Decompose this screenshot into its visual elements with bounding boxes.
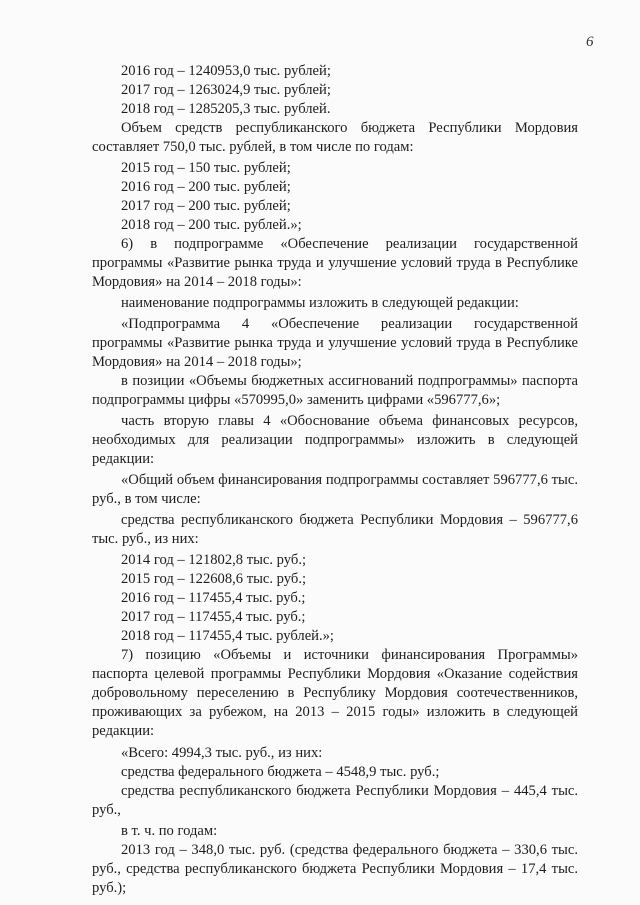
budget-year-2017: 2017 год – 200 тыс. рублей; [121, 198, 291, 214]
paragraph-6-subprogram: 6) в подпрограмме «Обеспечение реализации государственной программы «Развитие рынка труда и улучшение условий труда в Республике Мордовия» на 2014 – 2018 годы»: [92, 236, 578, 290]
document-body [92, 62, 578, 898]
paragraph-position-volumes: в позиции «Объемы бюджетных ассигнований подпрограммы» паспорта подпрограммы цифры «570995,0» заменить цифрами «596777,6»; [92, 373, 578, 408]
paragraph-republican-funds: средства республиканского бюджета Республики Мордовия – 596777,6 тыс. руб., из них: [92, 512, 578, 547]
subprogram-year-2014: 2014 год – 121802,8 тыс. руб.; [121, 552, 307, 568]
page-number: 6 [586, 34, 594, 50]
republican-funds-line: средства республиканского бюджета Республики Мордовия – 445,4 тыс. руб., [92, 783, 578, 818]
subprogram-year-2016: 2016 год – 117455,4 тыс. руб.; [121, 590, 306, 606]
budget-year-2015: 2015 год – 150 тыс. рублей; [121, 160, 291, 176]
paragraph-subprogram-4: «Подпрограмма 4 «Обеспечение реализации государственной программы «Развитие рынка труда и улучшение условий труда в Республике Мордовия» на 2014 – 2018 годы»; [92, 316, 578, 370]
paragraph-chapter-4: часть вторую главы 4 «Обоснование объема финансовых ресурсов, необходимых для реализации подпрограммы» изложить в следующей редакции: [92, 413, 578, 467]
subprogram-year-2017: 2017 год – 117455,4 тыс. руб.; [121, 609, 306, 625]
year-line-2016: 2016 год – 1240953,0 тыс. рублей; [121, 63, 331, 79]
paragraph-budget-volume: Объем средств республиканского бюджета Республики Мордовия составляет 750,0 тыс. рублей, в том числе по годам: [92, 120, 578, 155]
total-line: «Всего: 4994,3 тыс. руб., из них: [121, 745, 323, 761]
paragraph-subprogram-name: наименование подпрограммы изложить в следующей редакции: [121, 295, 519, 311]
paragraph-7-program: 7) позицию «Объемы и источники финансирования Программы» паспорта целевой программы Республики Мордовия «Оказание содействия добровольному переселению в Республику Мордовия соотечественников, проживающих за рубежом, на 2013 – 2015 годы» изложить в следующей редакции: [92, 647, 578, 739]
year-line-2018: 2018 год – 1285205,3 тыс. рублей. [121, 101, 331, 117]
year-2013-line: 2013 год – 348,0 тыс. руб. (средства федерального бюджета – 330,6 тыс. руб., средства республиканского бюджета Республики Мордовия – 17,4 тыс. руб.); [92, 842, 578, 896]
budget-year-2016: 2016 год – 200 тыс. рублей; [121, 179, 291, 195]
budget-year-2018: 2018 год – 200 тыс. рублей.»; [121, 217, 302, 233]
subprogram-year-2018: 2018 год – 117455,4 тыс. рублей.»; [121, 628, 334, 644]
federal-funds-line: средства федерального бюджета – 4548,9 тыс. руб.; [121, 764, 440, 780]
subprogram-year-2015: 2015 год – 122608,6 тыс. руб.; [121, 571, 307, 587]
paragraph-total-financing: «Общий объем финансирования подпрограммы составляет 596777,6 тыс. руб., в том числе: [92, 472, 578, 507]
year-line-2017: 2017 год – 1263024,9 тыс. рублей; [121, 82, 331, 98]
by-years-line: в т. ч. по годам: [121, 823, 218, 839]
